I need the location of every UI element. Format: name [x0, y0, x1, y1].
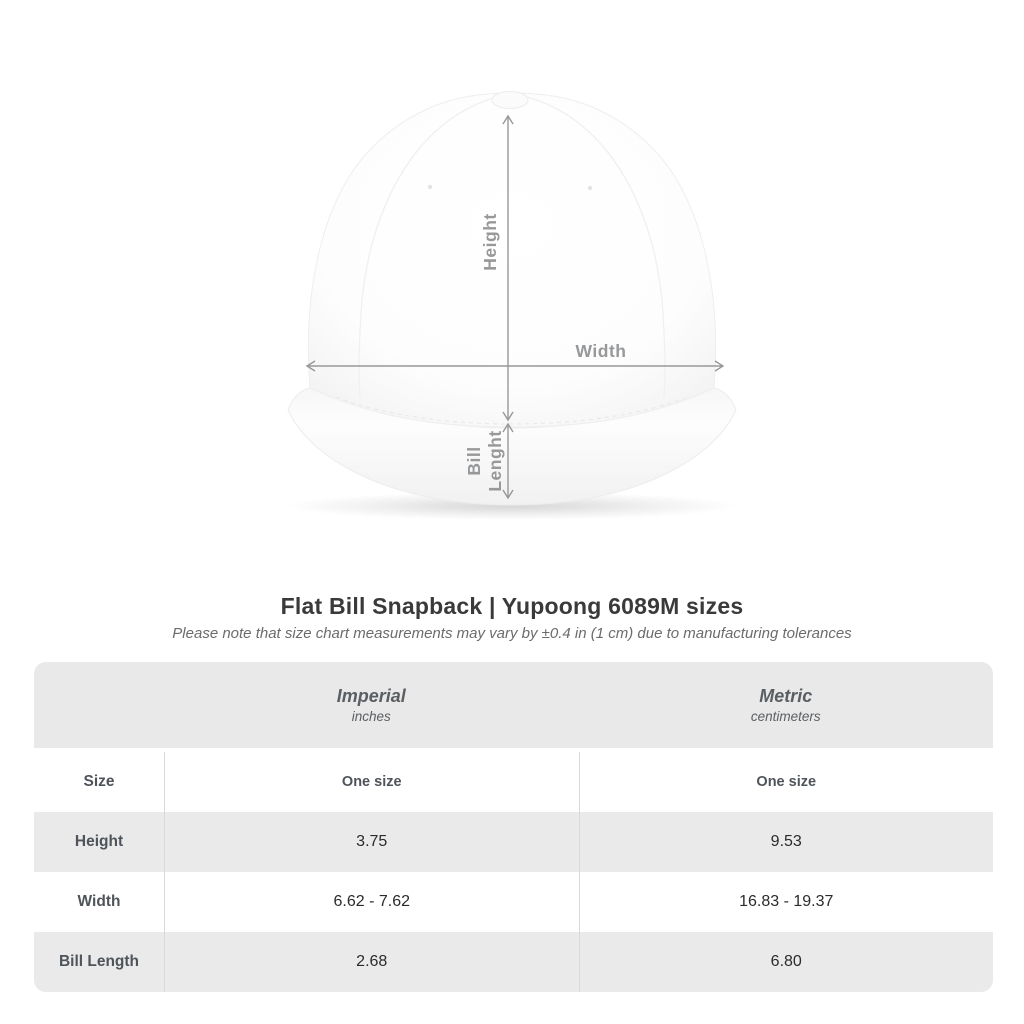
column-title-imperial: Imperial [336, 686, 406, 706]
imperial-value: 6.62 - 7.62 [333, 893, 410, 910]
bill-length-label-line2: Lenght [485, 430, 505, 492]
table-header [34, 662, 993, 748]
imperial-value: 2.68 [356, 953, 388, 970]
column-unit-imperial: inches [351, 709, 391, 724]
metric-value: 9.53 [770, 833, 802, 850]
imperial-value: One size [341, 774, 402, 790]
table-body [34, 752, 993, 992]
table-row-bill-length [34, 932, 993, 992]
row-label-cell [34, 752, 164, 812]
eyelet-left [428, 185, 432, 189]
metric-value-cell [579, 932, 994, 992]
crown-button [492, 92, 528, 109]
column-unit-metric: centimeters [750, 709, 821, 724]
imperial-value-cell [164, 872, 579, 932]
height-label: Height [480, 213, 500, 271]
row-label: Width [77, 893, 121, 910]
column-header-imperial [164, 662, 579, 748]
metric-value: 16.83 - 19.37 [739, 893, 834, 910]
caption-block [0, 593, 1024, 642]
metric-value: 6.80 [770, 953, 802, 970]
column-title-metric: Metric [759, 686, 813, 706]
width-label: Width [575, 341, 627, 361]
imperial-value-cell [164, 812, 579, 872]
metric-value: One size [756, 774, 817, 790]
row-label: Bill Length [58, 953, 140, 970]
metric-value-cell [579, 812, 994, 872]
column-header-metric [579, 662, 994, 748]
page-title: Flat Bill Snapback | Yupoong 6089M sizes [280, 593, 744, 619]
table-row-height [34, 812, 993, 872]
eyelet-right [588, 186, 592, 190]
size-table [34, 662, 993, 992]
metric-value-cell [579, 752, 994, 812]
bill-length-label-line1: Bill [464, 446, 484, 476]
imperial-value: 3.75 [356, 833, 388, 850]
imperial-value-cell [164, 752, 579, 812]
row-label: Size [83, 773, 115, 790]
row-label: Height [74, 833, 124, 850]
metric-value-cell [579, 872, 994, 932]
row-label-cell [34, 872, 164, 932]
table-row-width [34, 872, 993, 932]
table-header-spacer [34, 662, 164, 748]
row-label-cell [34, 932, 164, 992]
crown-shape [308, 93, 715, 427]
imperial-value-cell [164, 932, 579, 992]
table-row-size [34, 752, 993, 812]
row-label-cell [34, 812, 164, 872]
page-subtitle: Please note that size chart measurements may vary by ±0.4 in (1 cm) due to manufacturing tolerances [172, 625, 852, 642]
